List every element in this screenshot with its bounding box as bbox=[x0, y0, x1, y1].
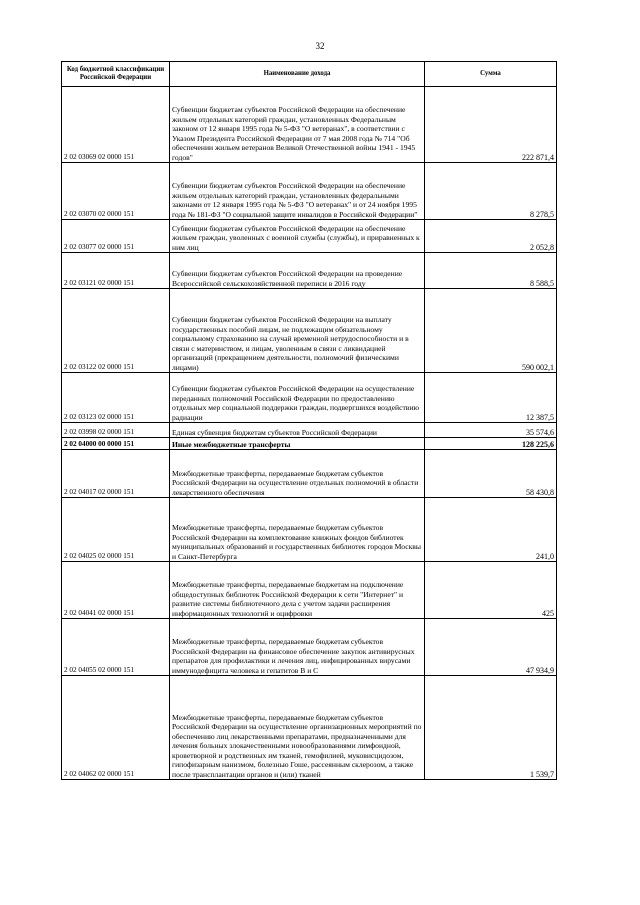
row-sum: 2 052,8 bbox=[425, 220, 557, 253]
row-sum: 1 539,7 bbox=[425, 676, 557, 780]
row-name: Межбюджетные трансферты, передаваемые бюджетам на подключение общедоступных библиотек Российской Федерации к сети "Интернет" и развитие системы библиотечного дела с учетом задачи расширения информационных технологий и оцифровки bbox=[170, 562, 425, 619]
row-sum: 222 871,4 bbox=[425, 87, 557, 163]
row-code: 2 02 04025 02 0000 151 bbox=[62, 498, 170, 562]
row-name: Субвенции бюджетам субъектов Российской Федерации на обеспечение жильем отдельных категорий граждан, установленных федеральными законами от 12 января 1995 года № 5-ФЗ "О ветеранах" и от 24 ноября 1995 года № 181-ФЗ "О социальной защите инвалидов в Российской Федерации" bbox=[170, 163, 425, 220]
table-row bbox=[62, 450, 557, 498]
row-name: Субвенции бюджетам субъектов Российской Федерации на осуществление переданных полномочий Российской Федерации по предоставлению отдельных мер социальной поддержки граждан, подвергшихся воздействию радиации bbox=[170, 373, 425, 423]
row-code: 2 02 03070 02 0000 151 bbox=[62, 163, 170, 220]
row-name: Субвенции бюджетам субъектов Российской Федерации на выплату государственных пособий лицам, не подлежащим обязательному социальному страхованию на случай временной нетрудоспособности и в связи с материнством, и лицам, уволенным в связи с ликвидацией организаций (прекращением деятельности, полномочий физическими лицами) bbox=[170, 289, 425, 373]
row-sum: 58 430,8 bbox=[425, 450, 557, 498]
table-row bbox=[62, 619, 557, 676]
row-sum: 590 002,1 bbox=[425, 289, 557, 373]
row-sum: 8 588,5 bbox=[425, 253, 557, 289]
row-sum: 12 387,5 bbox=[425, 373, 557, 423]
row-code: 2 02 04041 02 0000 151 bbox=[62, 562, 170, 619]
row-name: Субвенции бюджетам субъектов Российской Федерации на проведение Всероссийской сельскохозяйственной переписи в 2016 году bbox=[170, 253, 425, 289]
row-sum: 128 225,6 bbox=[425, 438, 557, 450]
table-row bbox=[62, 562, 557, 619]
table-row bbox=[62, 163, 557, 220]
row-name: Единая субвенция бюджетам субъектов Российской Федерации bbox=[170, 423, 425, 438]
header-code: Код бюджетной классификации Российской Федерации bbox=[62, 62, 170, 87]
row-name: Межбюджетные трансферты, передаваемые бюджетам субъектов Российской Федерации на осуществление отдельных полномочий в области лекарственного обеспечения bbox=[170, 450, 425, 498]
row-name: Межбюджетные трансферты, передаваемые бюджетам субъектов Российской Федерации на осуществление организационных мероприятий по обеспечению лиц лекарственными препаратами, предназначенными для лечения больных злокачественными новообразованиями лимфоидной, кроветворной и родственных им тканей, гемофилией, муковисцидозом, гипофизарным нанизмом, болезнью Гоше, рассеянным склерозом, а также после трансплантации органов и (или) тканей bbox=[170, 676, 425, 780]
row-code: 2 02 03121 02 0000 151 bbox=[62, 253, 170, 289]
row-sum: 425 bbox=[425, 562, 557, 619]
row-name: Субвенции бюджетам субъектов Российской Федерации на обеспечение жильем отдельных категорий граждан, установленных Федеральным законом от 12 января 1995 года № 5-ФЗ "О ветеранах", в соответствии с Указом Президента Российской Федерации от 7 мая 2008 года № 714 "Об обеспечении жильем ветеранов Великой Отечественной войны 1941 - 1945 годов" bbox=[170, 87, 425, 163]
table-header-row bbox=[62, 62, 557, 87]
page-number: 32 bbox=[315, 41, 325, 51]
row-code: 2 02 04000 00 0000 151 bbox=[62, 438, 170, 450]
row-code: 2 02 03069 02 0000 151 bbox=[62, 87, 170, 163]
table-row bbox=[62, 289, 557, 373]
table-row-total bbox=[62, 438, 557, 450]
revenue-table bbox=[61, 61, 557, 780]
table-row bbox=[62, 676, 557, 780]
header-name: Наименование дохода bbox=[170, 62, 425, 87]
row-name: Межбюджетные трансферты, передаваемые бюджетам субъектов Российской Федерации на финансовое обеспечение закупок антивирусных препаратов для профилактики и лечения лиц, инфицированных вирусами иммунодефицита человека и гепатитов B и C bbox=[170, 619, 425, 676]
row-sum: 241,0 bbox=[425, 498, 557, 562]
table-row bbox=[62, 373, 557, 423]
table-row bbox=[62, 253, 557, 289]
table-row bbox=[62, 220, 557, 253]
row-code: 2 02 04017 02 0000 151 bbox=[62, 450, 170, 498]
table-row bbox=[62, 87, 557, 163]
row-sum: 8 278,5 bbox=[425, 163, 557, 220]
row-code: 2 02 03077 02 0000 151 bbox=[62, 220, 170, 253]
table-row bbox=[62, 498, 557, 562]
row-sum: 47 934,9 bbox=[425, 619, 557, 676]
row-code: 2 02 04055 02 0000 151 bbox=[62, 619, 170, 676]
row-name: Субвенции бюджетам субъектов Российской Федерации на обеспечение жильем граждан, уволенных с военной службы (службы), и приравненных к ним лиц bbox=[170, 220, 425, 253]
row-code: 2 02 03123 02 0000 151 bbox=[62, 373, 170, 423]
row-code: 2 02 03998 02 0000 151 bbox=[62, 423, 170, 438]
row-code: 2 02 04062 02 0000 151 bbox=[62, 676, 170, 780]
row-code: 2 02 03122 02 0000 151 bbox=[62, 289, 170, 373]
header-sum: Сумма bbox=[425, 62, 557, 87]
row-sum: 35 574,6 bbox=[425, 423, 557, 438]
row-name: Межбюджетные трансферты, передаваемые бюджетам субъектов Российской Федерации на комплектование книжных фондов библиотек муниципальных образований и государственных библиотек городов Москвы и Санкт-Петербурга bbox=[170, 498, 425, 562]
row-name: Иные межбюджетные трансферты bbox=[170, 438, 425, 450]
table-row bbox=[62, 423, 557, 438]
